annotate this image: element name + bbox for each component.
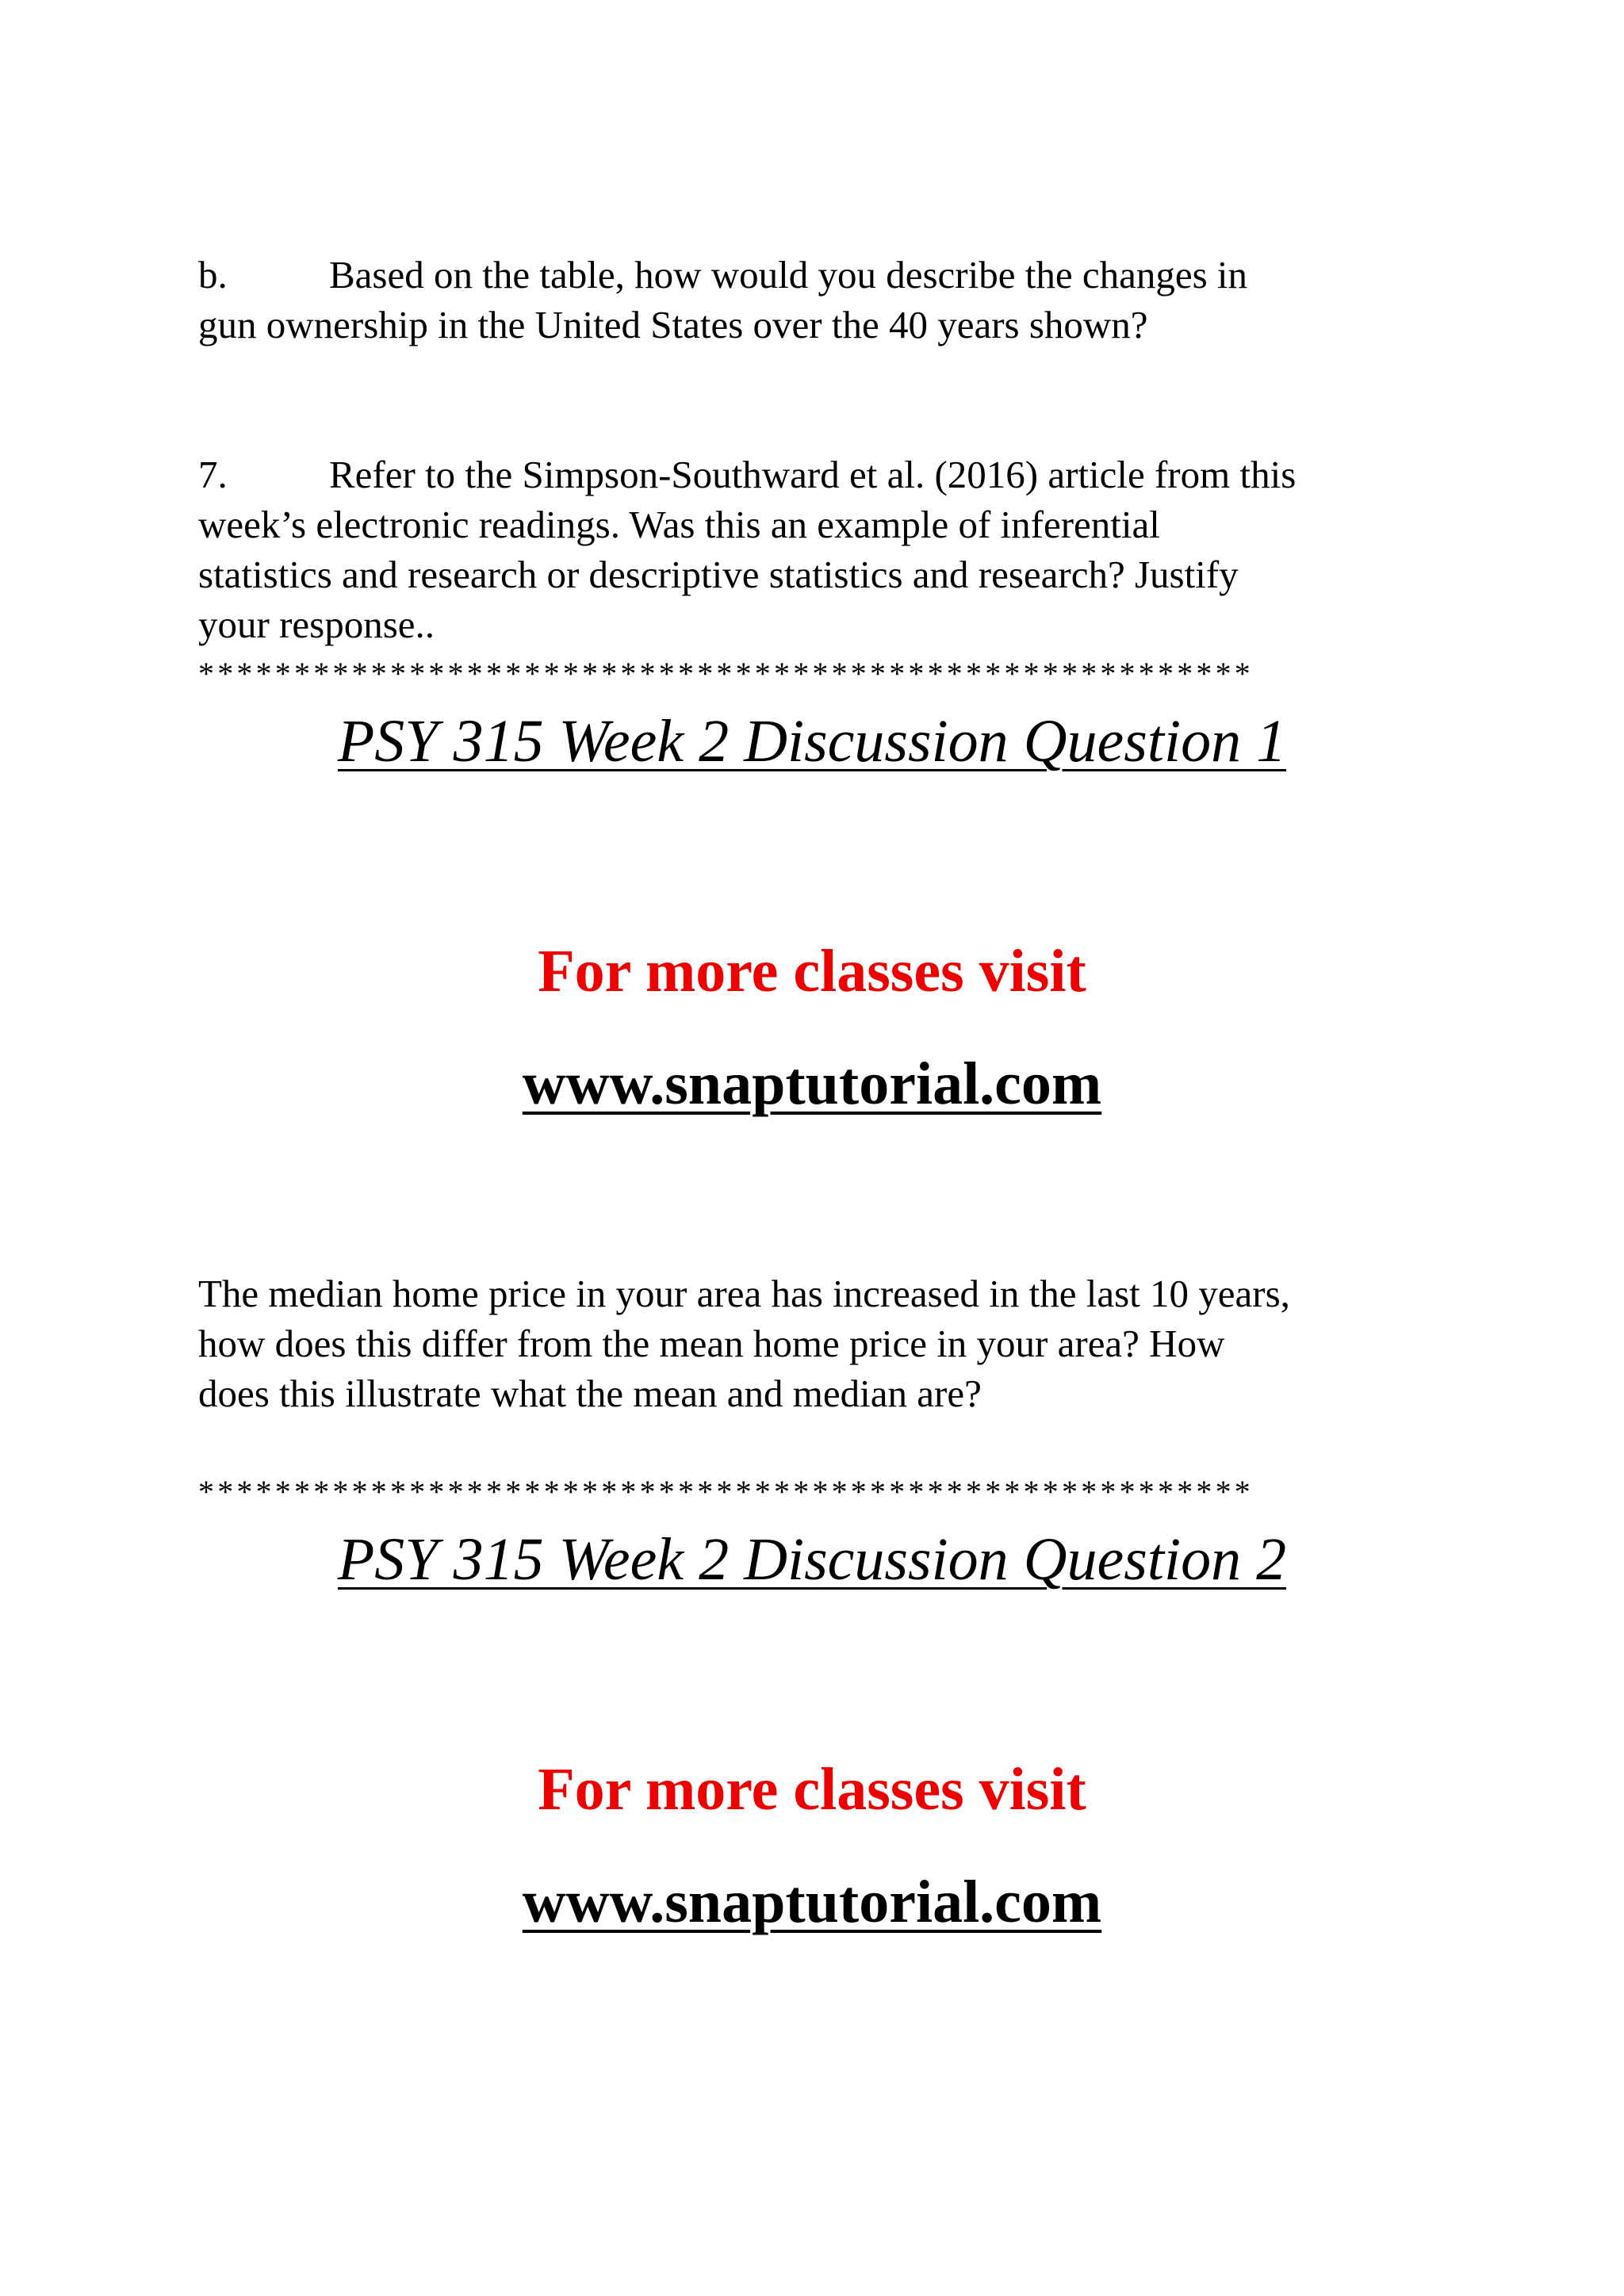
separator-1: ******************************************************* [198,658,1254,690]
question-7-line-3: statistics and research or descriptive statistics and research? Justify [198,553,1239,596]
question-7 [198,450,1435,649]
section-1-question-line-1: The median home price in your area has increased in the last 10 years, [198,1272,1290,1315]
section-2-link-row [0,1866,1624,1938]
question-7-line-2: week’s electronic readings. Was this an example of inferential [198,503,1160,546]
section-1-link-row [0,1048,1624,1119]
section-1-heading: PSY 315 Week 2 Discussion Question 1 [337,708,1287,775]
section-1-promo: For more classes visit [538,938,1086,1004]
question-b-line-2: gun ownership in the United States over the 40 years shown? [198,303,1148,346]
section-1-question-line-2: how does this differ from the mean home price in your area? How [198,1322,1225,1365]
section-1-question [198,1269,1435,1418]
section-1-website-link[interactable]: www.snaptutorial.com [522,1050,1102,1117]
question-b-number: b. [198,253,228,297]
section-1-question-line-3: does this illustrate what the mean and median are? [198,1372,982,1415]
separator-2: ******************************************************* [198,1476,1254,1508]
question-7-line-1: 7. Refer to the Simpson-Southward et al. (2016) article from this [198,450,1435,499]
section-2-website-link[interactable]: www.snaptutorial.com [522,1869,1102,1935]
question-7-line-4: your response.. [198,603,435,646]
question-7-number: 7. [198,453,228,496]
section-2-heading: PSY 315 Week 2 Discussion Question 2 [337,1526,1287,1593]
section-2-promo: For more classes visit [538,1756,1086,1823]
question-b-line-1: b. Based on the table, how would you describe the changes in [198,250,1435,300]
question-b [198,250,1435,350]
